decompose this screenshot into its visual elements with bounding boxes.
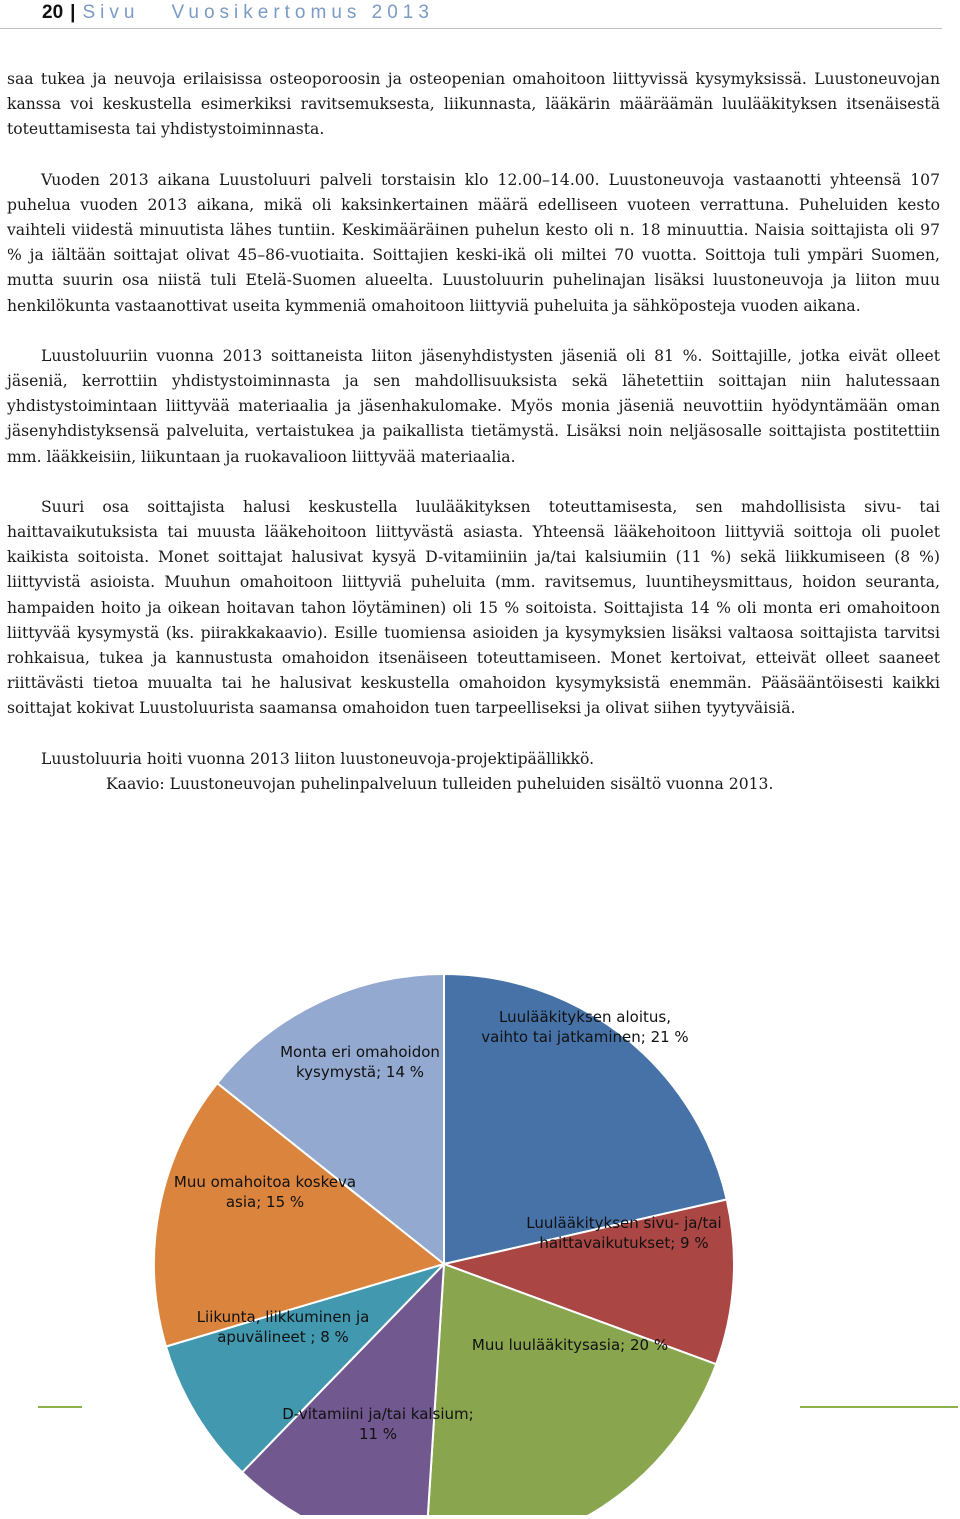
paragraph: saa tukea ja neuvoja erilaisissa osteoporoosin ja osteopenian omahoitoon liittyvissä kysymyksissä. Luustoneuvojan kanssa voi keskustella esimerkiksi ravitsemuksesta, liikunnasta, lääkärin määräämän luulääkityksen itsenäisestä toteuttamisesta tai yhdistystoiminnasta. xyxy=(7,70,940,139)
header-divider xyxy=(0,28,942,29)
slice-label: D-vitamiini ja/tai kalsium; 11 % xyxy=(282,1405,474,1443)
slice-label: Monta eri omahoidon kysymystä; 14 % xyxy=(280,1043,440,1081)
paragraph: Vuoden 2013 aikana Luustoluuri palveli torstaisin klo 12.00–14.00. Luustoneuvoja vastaanotti yhteensä 107 puhelua vuoden 2013 aikana, mikä oli kaksinkertainen määrä edelliseen vuoteen verrattuna. Puheluiden kesto vaihteli viidestä minuutista lähes tuntiin. Keskimääräinen puhelun kesto oli n. 18 minuuttia. Naisia soittajista oli 97 % ja iältään soittajat olivat 45–86-vuotiaita. Soittajien keski-ikä oli miltei 70 vuotta. Soittoja tuli ympäri Suomen, mutta suurin osa niistä tuli Etelä-Suomen alueelta. Luustoluurin puhelinajan lisäksi luustoneuvoja ja liiton muu henkilökunta vastaanottivat useita kymmeniä omahoitoon liittyviä puheluita ja sähköposteja vuoden aikana. xyxy=(7,170,940,315)
slice-label: Liikunta, liikkuminen ja apuvälineet ; 8 % xyxy=(196,1308,370,1346)
page-header xyxy=(42,0,940,26)
paragraph: Luustoluuria hoiti vuonna 2013 liiton luustoneuvoja-projektipäällikkö. xyxy=(41,749,595,768)
pie-chart xyxy=(0,910,960,1515)
slice-label: Luulääkityksen sivu- ja/tai haittavaikutukset; 9 % xyxy=(526,1214,722,1252)
document-title: Vuosikertomus 2013 xyxy=(171,2,434,23)
paragraph: Suuri osa soittajista halusi keskustella luulääkityksen toteuttamisesta, sen mahdollisista sivu- tai haittavaikutuksista tai muusta lääkehoitoon liittyvästä asiasta. Yhteensä lääkehoitoon liittyviä soittoja oli puolet kaikista soitoista. Monet soittajat halusivat kysyä D-vitamiiniin ja/tai kalsiumiin (11 %) sekä liikkumiseen (8 %) liittyvistä asioista. Muuhun omahoitoon liittyviä puheluita (mm. ravitsemus, luuntiheysmittaus, hoidon seuranta, hampaiden hoito ja oikean hoitavan tahon löytäminen) oli 15 % soitoista. Soittajista 14 % oli monta eri omahoitoon liittyvää kysymystä (ks. piirakkakaavio). Esille tuomiensa asioiden ja kysymyksien lisäksi valtaosa soittajista tarvitsi rohkaisua, tukea ja kannustusta omahoidon itsenäiseen toteuttamiseen. Monet kertoivat, etteivät olleet saaneet riittävästi tietoa muualta tai he halusivat keskustella omahoidon kysymyksistä enemmän. Pääsääntöisesti kaikki soittajat kokivat Luustoluurista saamansa omahoidon tuen tarpeelliseksi ja olivat siihen tyytyväisiä. xyxy=(7,497,940,718)
slice-label: Muu omahoitoa koskeva asia; 15 % xyxy=(173,1173,357,1211)
page-word: Sivu xyxy=(82,2,140,23)
paragraph: Luustoluuriin vuonna 2013 soittaneista liiton jäsenyhdistysten jäseniä oli 81 %. Soittajille, jotka eivät olleet jäseniä, kerrottiin yhdistystoiminnasta ja sen mahdollisuuksista sekä lähetettiin soittajan niin halutessaan yhdistystoimintaan liittyvää materiaalia ja jäsenhakulomake. Myös monia jäseniä neuvottiin hyödyntämään oman jäsenyhdistyksensä palveluita, vertaistukea ja paikallista tietämystä. Lisäksi noin neljäsosalle soittajista postitettiin mm. lääkkeisiin, liikuntaan ja ruokavalioon liittyvää materiaalia. xyxy=(7,346,940,466)
body-text xyxy=(7,67,940,797)
footer-line-left xyxy=(38,1406,82,1408)
page-number: 20 xyxy=(42,2,64,23)
footer-line-right xyxy=(800,1406,958,1408)
pie-chart-svg xyxy=(0,910,960,1515)
header-separator: | xyxy=(70,2,76,23)
chart-caption: Kaavio: Luustoneuvojan puhelinpalveluun tulleiden puheluiden sisältö vuonna 2013. xyxy=(106,774,774,793)
slice-label: Luulääkityksen aloitus, vaihto tai jatkaminen; 21 % xyxy=(481,1008,689,1046)
slice-label: Muu luulääkitysasia; 20 % xyxy=(471,1336,669,1354)
